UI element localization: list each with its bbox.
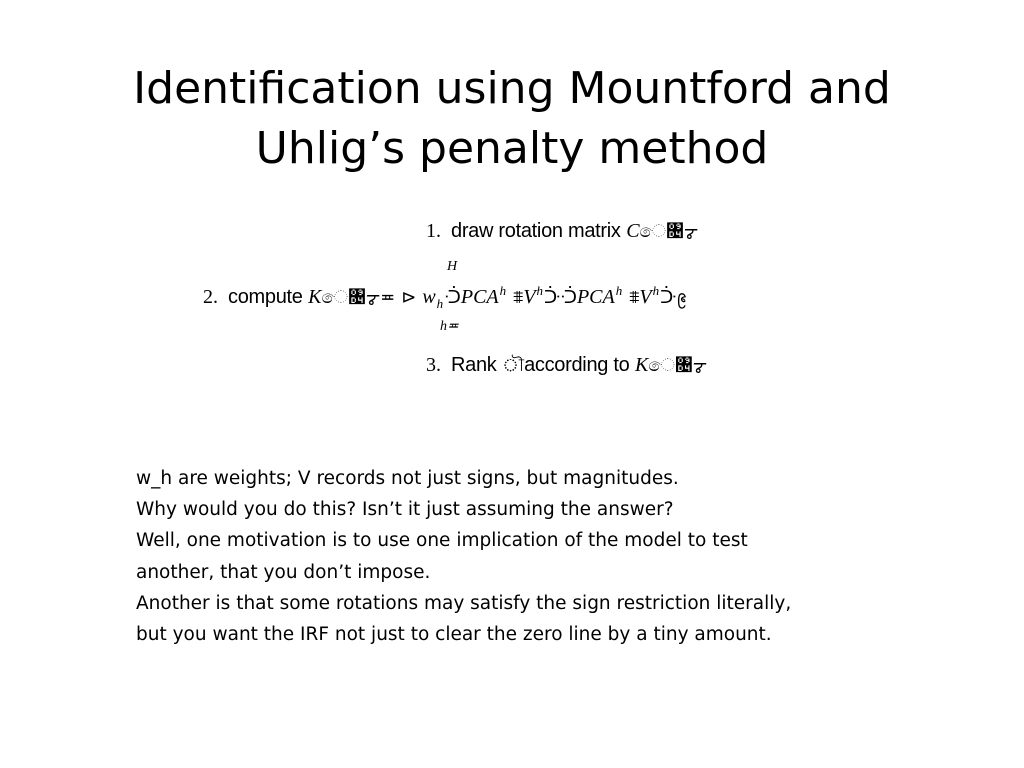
equation-step-2 [203, 285, 687, 311]
step-2-text: compute [228, 286, 303, 308]
notes-line-6: but you want the IRF not just to clear the zero line by a tiny amount. [136, 624, 772, 646]
step-2-garbled-lhs: ෙ৔ᡒ≖ [321, 287, 396, 308]
notes-line-4: another, that you don’t impose. [136, 561, 431, 583]
step-2-symbol-k: K [308, 286, 322, 308]
minus-1-glyph: ⩨ [513, 287, 524, 308]
equation-step-3 [426, 353, 707, 378]
pca-2-superscript: h [615, 283, 623, 298]
step-3-number: 3. [426, 354, 441, 376]
term-2-open: ᑠᑟ [544, 287, 577, 308]
step-2-number: 2. [203, 286, 218, 308]
step-1-garbled-args: ෙ৔ᡒ [639, 221, 699, 242]
notes-line-3: Well, one motivation is to use one implication of the model to test [136, 530, 748, 552]
title-line-2: Uhlig’s penalty method [255, 123, 769, 175]
sum-lower-limit: h≖ [440, 319, 459, 334]
step-1-symbol-c: C [626, 220, 640, 242]
weight-subscript: h [436, 296, 444, 311]
v-2-superscript: h [652, 283, 660, 298]
step-3-symbol: ৗ [502, 355, 525, 376]
summation-icon: ⊳ [401, 287, 417, 308]
notes-block [136, 463, 896, 650]
slide-title [0, 59, 1024, 179]
equation-step-1 [426, 219, 698, 244]
pca-2: PCA [576, 286, 615, 308]
v-1-superscript: h [536, 283, 544, 298]
step-1-number: 1. [426, 220, 441, 242]
step-3-garbled-args: ෙ৔ᡒ [648, 355, 707, 376]
title-line-1: Identification using Mountford and [133, 63, 891, 115]
minus-2-glyph: ⩨ [629, 287, 640, 308]
v-2: V [639, 286, 652, 308]
notes-line-2: Why would you do this? Isn’t it just assuming the answer? [136, 499, 674, 521]
notes-line-1: w_h are weights; V records not just signs, but magnitudes. [136, 468, 679, 489]
step-3-symbol-k: K [635, 354, 649, 376]
sum-upper-limit: H [447, 259, 458, 274]
notes-line-5: Another is that some rotations may satisfy the sign restriction literally, [136, 592, 792, 614]
term-close: ᑠ᪉ [660, 287, 687, 308]
pca-1: PCA [460, 286, 499, 308]
pca-1-superscript: h [499, 283, 507, 298]
step-3-text-according: according to [524, 354, 630, 376]
term-1-open: ᑟ [444, 287, 461, 308]
weight-symbol: w [422, 286, 436, 308]
step-1-text: draw rotation matrix [451, 220, 621, 242]
v-1: V [523, 286, 536, 308]
step-3-text-rank: Rank [451, 354, 497, 376]
